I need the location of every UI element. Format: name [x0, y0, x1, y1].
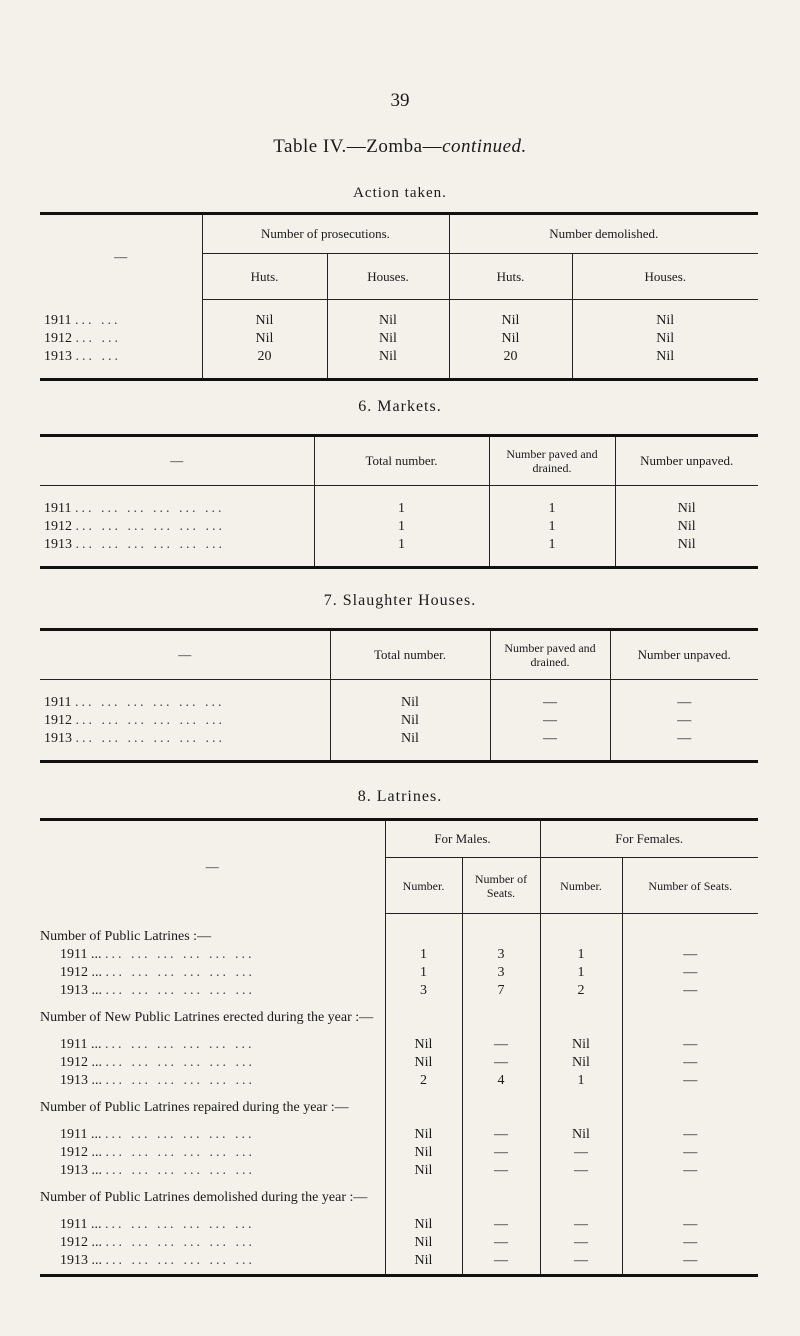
cell: 20	[449, 348, 572, 366]
slaughter-table	[40, 628, 758, 763]
col-header: Total number.	[314, 436, 489, 486]
cell: 1	[540, 964, 622, 982]
cell: —	[490, 730, 610, 748]
cell: 1	[314, 536, 489, 554]
cell: 2	[385, 1072, 462, 1090]
cell: Nil	[572, 312, 758, 330]
cell: Nil	[572, 330, 758, 348]
row-year: 1912	[44, 518, 72, 534]
row-year: 1912 ...	[60, 1054, 102, 1070]
cell: Nil	[385, 1054, 462, 1072]
group-label: Number of Public Latrines demolished during the year :—	[40, 1189, 368, 1205]
leader-dots: ... ... ... ... ... ...	[105, 1072, 255, 1088]
markets-table	[40, 434, 758, 569]
latrines-corner: —	[205, 859, 219, 875]
table-row	[40, 330, 758, 348]
table-row	[40, 1234, 758, 1252]
cell: —	[462, 1126, 540, 1144]
cell: Nil	[615, 536, 758, 554]
cell: Nil	[202, 330, 327, 348]
leader-dots: ... ... ... ... ... ...	[105, 1234, 255, 1250]
cell: —	[622, 1054, 758, 1072]
row-year: 1913	[44, 536, 72, 552]
cell: 1	[385, 946, 462, 964]
latrines-group-females: For Females.	[540, 820, 758, 858]
table-row	[40, 1216, 758, 1234]
title-prefix: Table IV.—Zomba—	[273, 136, 443, 157]
cell: —	[540, 1144, 622, 1162]
cell: Nil	[327, 312, 449, 330]
leader-dots: ... ... ... ... ... ...	[105, 1054, 255, 1070]
row-year: 1912 ...	[60, 1144, 102, 1160]
cell: —	[610, 694, 758, 712]
col-header: Total number.	[330, 630, 490, 680]
table-row	[40, 982, 758, 1000]
col-header: Number unpaved.	[610, 630, 758, 680]
row-year: 1911 ...	[60, 946, 102, 962]
col-header: Houses.	[572, 254, 758, 300]
group-label-row	[40, 1090, 758, 1126]
leader-dots: ... ... ... ... ... ...	[105, 982, 255, 998]
cell: —	[622, 1216, 758, 1234]
cell: Nil	[385, 1252, 462, 1270]
cell: 4	[462, 1072, 540, 1090]
cell: —	[462, 1162, 540, 1180]
cell: Nil	[449, 312, 572, 330]
cell: —	[622, 1162, 758, 1180]
action-group-demolished: Number demolished.	[449, 214, 758, 254]
group-label: Number of Public Latrines :—	[40, 928, 212, 944]
row-year: 1913	[44, 348, 72, 364]
cell: 1	[489, 518, 615, 536]
leader-dots: ... ...	[75, 330, 121, 346]
action-table	[40, 212, 758, 381]
leader-dots: ... ... ... ... ... ...	[104, 946, 255, 962]
leader-dots: ... ... ... ... ... ...	[75, 536, 225, 552]
col-header: Number of Seats.	[622, 858, 758, 914]
leader-dots: ... ... ... ... ... ...	[74, 500, 225, 516]
table-row	[40, 1252, 758, 1270]
group-label-row	[40, 928, 758, 946]
table-row	[40, 964, 758, 982]
leader-dots: ... ... ... ... ... ...	[104, 1216, 255, 1232]
col-header: Number of Seats.	[462, 858, 540, 914]
leader-dots: ... ... ... ... ... ...	[75, 518, 225, 534]
cell: —	[622, 1036, 758, 1054]
cell: Nil	[330, 712, 490, 730]
col-header: Number.	[385, 858, 462, 914]
cell: Nil	[385, 1234, 462, 1252]
cell: 1	[540, 1072, 622, 1090]
leader-dots: ... ... ... ... ... ...	[104, 1036, 255, 1052]
leader-dots: ... ... ... ... ... ...	[105, 1252, 255, 1268]
leader-dots: ... ... ... ... ... ...	[105, 1144, 255, 1160]
row-year: 1913 ...	[60, 982, 102, 998]
action-corner: —	[114, 249, 128, 265]
cell: Nil	[540, 1036, 622, 1054]
table-row	[40, 1054, 758, 1072]
cell: Nil	[572, 348, 758, 366]
table-row	[40, 1126, 758, 1144]
cell: Nil	[615, 518, 758, 536]
cell: —	[490, 694, 610, 712]
cell: 1	[385, 964, 462, 982]
col-header: Huts.	[449, 254, 572, 300]
cell: —	[622, 1072, 758, 1090]
slaughter-heading: 7. Slaughter Houses.	[323, 592, 477, 609]
leader-dots: ... ... ... ... ... ...	[75, 712, 225, 728]
table-row	[40, 536, 758, 554]
col-header: Number paved and drained.	[490, 630, 610, 680]
col-header: Houses.	[327, 254, 449, 300]
cell: —	[462, 1234, 540, 1252]
cell: 3	[462, 964, 540, 982]
latrines-group-males: For Males.	[385, 820, 540, 858]
row-year: 1911	[44, 500, 72, 516]
row-year: 1912	[44, 330, 72, 346]
cell: —	[622, 1234, 758, 1252]
page-number: 39	[390, 90, 410, 111]
leader-dots: ... ...	[75, 348, 121, 364]
cell: 1	[314, 500, 489, 518]
cell: 1	[314, 518, 489, 536]
slaughter-corner: —	[40, 630, 330, 680]
cell: —	[622, 1126, 758, 1144]
col-header: Number.	[540, 858, 622, 914]
col-header: Number unpaved.	[615, 436, 758, 486]
leader-dots: ... ... ... ... ... ...	[74, 694, 225, 710]
cell: 1	[540, 946, 622, 964]
cell: 1	[489, 500, 615, 518]
cell: —	[622, 1252, 758, 1270]
cell: —	[540, 1234, 622, 1252]
table-row	[40, 1036, 758, 1054]
cell: Nil	[449, 330, 572, 348]
table-row	[40, 1144, 758, 1162]
markets-corner: —	[40, 436, 314, 486]
row-year: 1913 ...	[60, 1252, 102, 1268]
row-year: 1911 ...	[60, 1216, 102, 1232]
row-year: 1912	[44, 712, 72, 728]
page-title	[0, 136, 800, 158]
group-label-row	[40, 1180, 758, 1216]
col-header: Number paved and drained.	[489, 436, 615, 486]
cell: —	[462, 1144, 540, 1162]
action-group-prosecutions: Number of prosecutions.	[202, 214, 449, 254]
cell: —	[610, 730, 758, 748]
table-row	[40, 946, 758, 964]
row-year: 1912 ...	[60, 1234, 102, 1250]
cell: —	[610, 712, 758, 730]
cell: 7	[462, 982, 540, 1000]
cell: —	[622, 1144, 758, 1162]
cell: —	[622, 982, 758, 1000]
cell: Nil	[327, 348, 449, 366]
cell: Nil	[615, 500, 758, 518]
row-year: 1911	[44, 694, 72, 710]
cell: Nil	[385, 1144, 462, 1162]
latrines-heading: 8. Latrines.	[357, 788, 443, 805]
row-year: 1913	[44, 730, 72, 746]
table-row	[40, 500, 758, 518]
group-label: Number of Public Latrines repaired during the year :—	[40, 1099, 349, 1115]
cell: Nil	[327, 330, 449, 348]
cell: —	[540, 1252, 622, 1270]
leader-dots: ... ... ... ... ... ...	[105, 1162, 255, 1178]
action-heading: Action taken.	[353, 185, 447, 201]
group-label-row	[40, 1000, 758, 1036]
cell: Nil	[202, 312, 327, 330]
cell: Nil	[385, 1216, 462, 1234]
row-year: 1911	[44, 312, 72, 328]
cell: —	[540, 1162, 622, 1180]
group-label: Number of New Public Latrines erected during the year :—	[40, 1009, 374, 1025]
cell: Nil	[540, 1054, 622, 1072]
col-header: Huts.	[202, 254, 327, 300]
cell: Nil	[330, 730, 490, 748]
table-row	[40, 348, 758, 366]
cell: Nil	[540, 1126, 622, 1144]
table-row	[40, 694, 758, 712]
leader-dots: ... ... ... ... ... ...	[75, 730, 225, 746]
table-row	[40, 712, 758, 730]
cell: —	[462, 1252, 540, 1270]
table-row	[40, 518, 758, 536]
cell: 2	[540, 982, 622, 1000]
cell: Nil	[385, 1162, 462, 1180]
cell: —	[622, 946, 758, 964]
cell: 1	[489, 536, 615, 554]
leader-dots: ... ...	[74, 312, 121, 328]
cell: —	[462, 1036, 540, 1054]
markets-heading: 6. Markets.	[358, 398, 442, 415]
row-year: 1911 ...	[60, 1126, 102, 1142]
title-suffix: continued.	[442, 136, 527, 157]
cell: —	[490, 712, 610, 730]
cell: 3	[385, 982, 462, 1000]
cell: Nil	[330, 694, 490, 712]
leader-dots: ... ... ... ... ... ...	[104, 1126, 255, 1142]
row-year: 1912 ...	[60, 964, 102, 980]
cell: Nil	[385, 1036, 462, 1054]
table-row	[40, 730, 758, 748]
cell: —	[540, 1216, 622, 1234]
row-year: 1913 ...	[60, 1072, 102, 1088]
cell: —	[462, 1054, 540, 1072]
cell: —	[462, 1216, 540, 1234]
cell: 3	[462, 946, 540, 964]
table-row	[40, 312, 758, 330]
row-year: 1911 ...	[60, 1036, 102, 1052]
leader-dots: ... ... ... ... ... ...	[105, 964, 255, 980]
cell: 20	[202, 348, 327, 366]
table-row	[40, 1162, 758, 1180]
cell: —	[622, 964, 758, 982]
latrines-table	[40, 818, 758, 1277]
cell: Nil	[385, 1126, 462, 1144]
row-year: 1913 ...	[60, 1162, 102, 1178]
table-row	[40, 1072, 758, 1090]
